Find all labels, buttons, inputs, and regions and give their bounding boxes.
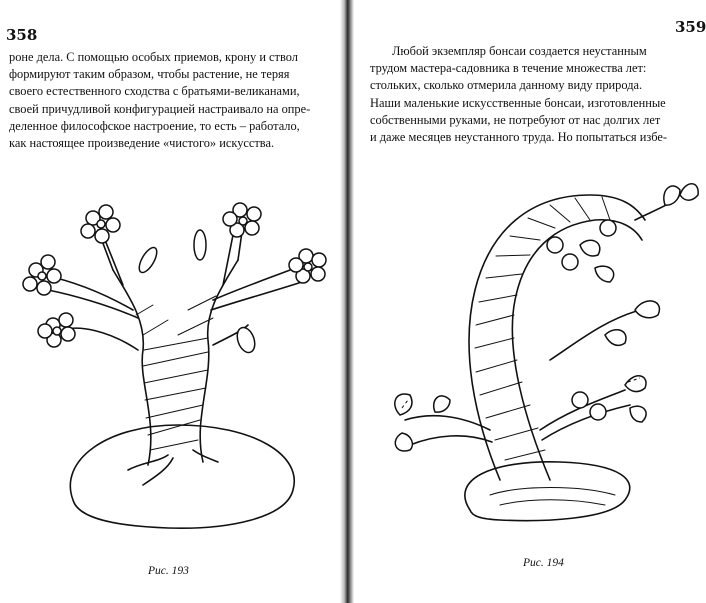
figure-193-tree-with-flowers	[18, 200, 338, 550]
text-line: Наши маленькие искусственные бонсаи, изготовленные	[370, 95, 666, 110]
right-page-number: 359	[675, 18, 706, 36]
text-line: трудом мастера-садовника в течение множества лет:	[370, 61, 647, 76]
text-line: своей причудливой конфигурацией настраивало на опре-	[9, 101, 311, 116]
text-line: стольких, сколько отмерила данному виду природа.	[370, 78, 643, 93]
figure-193-caption: Рис. 193	[148, 565, 189, 577]
text-line: как настоящее произведение «чистого» искусства.	[9, 136, 275, 151]
text-line: своего естественного сходства с братьями-великанами,	[9, 84, 300, 99]
text-line: и даже месяцев неустанного труда. Но попытаться избе-	[370, 130, 667, 145]
text-line: формируют таким образом, чтобы растение, не теряя	[9, 67, 290, 82]
left-page-number: 358	[6, 26, 38, 44]
figure-194-curved-tree-with-fruit	[380, 150, 700, 540]
left-page-text	[9, 49, 333, 152]
left-page	[0, 0, 345, 603]
text-line: Любой экземпляр бонсаи создается неустанным	[392, 44, 647, 58]
figure-194-caption: Рис. 194	[523, 557, 564, 569]
text-line: собственными руками, не потребуют от нас долгих лет	[370, 112, 661, 127]
right-page-text	[370, 43, 692, 146]
right-page	[350, 0, 706, 603]
text-line: роне дела. С помощью особых приемов, крону и ствол	[9, 50, 298, 64]
text-line: деленное философское настроение, то есть – работало,	[9, 118, 300, 133]
